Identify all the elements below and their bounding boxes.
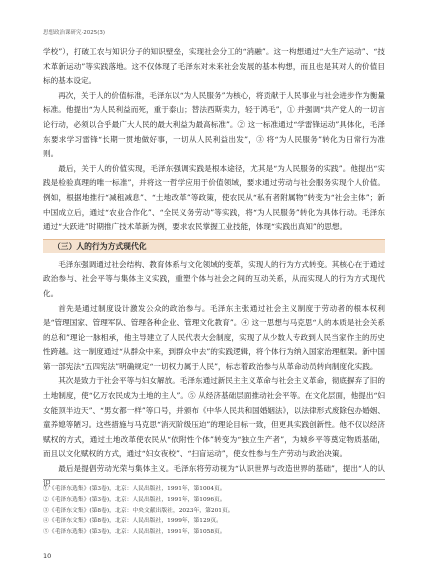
running-header: 思想政治课研究·2025(3) xyxy=(43,30,106,36)
paragraph: 学校”），打破工农与知识分子的知识壁垒，实现社会分工的“消融”。这一构想通过“大生产运动”、“技术革新运动”等实践落地。这不仅体现了毛泽东对未来社会发展的基本构想，而且也是其对人的价值目标的基本设定。 xyxy=(43,47,385,86)
paragraph: 最后是提倡劳动光荣与集体主义。毛泽东将劳动视为“认识世界与改造世界的基础”，提出“人的认识 xyxy=(43,464,385,488)
paragraph: 最后，关于人的价值实现，毛泽东强调实践是根本途径，尤其是“为人民服务的实践”。他提出“实践是检验真理的唯一标准”，并将这一哲学应用于价值领域，要求通过劳动与社会服务实现个人价值。例如，根据地推行“减租减息”、“土地改革”等政策，使农民从“私有者附属物”转变为“社会主体”；新中国成立后，通过“农业合作化”、“全民义务劳动”等实践，将“为人民服务”转化为具体行动。毛泽东通过“大跃进”时期推广技术革新为例，要求农民掌握工业技能，体现“实践出真知”的思想。 xyxy=(43,163,385,232)
paragraph: 毛泽东强调通过社会结构、教育体系与文化领域的变革，实现人的行为方式转变。其核心在于通过政治参与、社会平等与集体主义实践，重塑个体与社会之间的互动关系，从而实现人的行为方式现代化。 xyxy=(43,259,385,298)
page-number: 10 xyxy=(43,552,52,560)
section-subheading: （三）人的行为方式现代化 xyxy=(53,241,147,251)
paragraph: 其次是致力于社会平等与妇女解放。毛泽东通过新民主主义革命与社会主义革命，彻底摒弃了旧的土地制度，使“亿万农民成为土地的主人”。⑤ 从经济基础层面推动社会平等。在文化层面，他提出“妇女能顶半边天”、“男女都一样”等口号，并颁布《中华人民共和国婚姻法》，以法律形式废除包办婚姻、童养媳等陋习。这些措施与马克思“消灭阶级压迫”的理论目标一致，但更具实践创新性。他不仅以经济赋权的方式，通过土地改革使农民从“依附性个体”转变为“独立生产者”，为城乡平等奠定物质基础，而且以文化赋权的方式，通过“妇女夜校”、“扫盲运动”，使女性参与生产劳动与政治决策。 xyxy=(43,376,385,459)
footnotes xyxy=(43,479,385,538)
footnote: ①《毛泽东选集》(第3卷)，北京：人民出版社，1991年，第1004页。 xyxy=(43,486,226,492)
footnote: ③《毛泽东文集》(第8卷)，北京：中央文献出版社，2023年，第201页。 xyxy=(43,507,234,514)
paragraph: 再次，关于人的价值标准，毛泽东以“为人民服务”为核心，将贡献于人民事业与社会进步作为衡量标准。他提出“为人民利益而死，重于泰山；替法西斯卖力，轻于鸿毛”，① 并强调“共产党人的一切言论行动，必须以合乎最广大人民的最大利益为最高标准”。② 这一标准通过“学雷锋运动”具体化，毛泽东要求学习雷锋“长期一贯地做好事，一切从人民利益出发”，③ 将“为人民服务”转化为日常行为准则。 xyxy=(43,90,385,159)
footnote: ⑤《毛泽东选集》(第3卷)，北京：人民出版社，1991年，第1058页。 xyxy=(43,529,226,536)
paragraph: 首先是通过制度设计激发公众的政治参与。毛泽东主张通过社会主义制度于劳动者的根本权利是“管理国家、管理军队、管理各种企业、管理文化教育”。④ 这一思想与马克思“人的本质是社会关系的总和”理论一脉相承，他主导建立了人民代表大会制度，实现了从少数人专政到人民当家作主的历史性跨越。这一制度通过“从群众中来，到群众中去”的实践逻辑，将个体行为纳入国家治理框架。新中国第一部宪法“五四宪法”明确规定“一切权力属于人民”，标志着政治参与从革命动员转向制度化实践。 xyxy=(43,303,385,371)
footnote: ②《毛泽东选集》(第3卷)，北京：人民出版社，1991年，第1096页。 xyxy=(43,496,226,503)
section-subheading-banner xyxy=(43,239,385,253)
footnote: ④《毛泽东文集》(第8卷)，北京：人民出版社，1999年，第129页。 xyxy=(43,518,222,525)
article-body xyxy=(43,45,385,491)
